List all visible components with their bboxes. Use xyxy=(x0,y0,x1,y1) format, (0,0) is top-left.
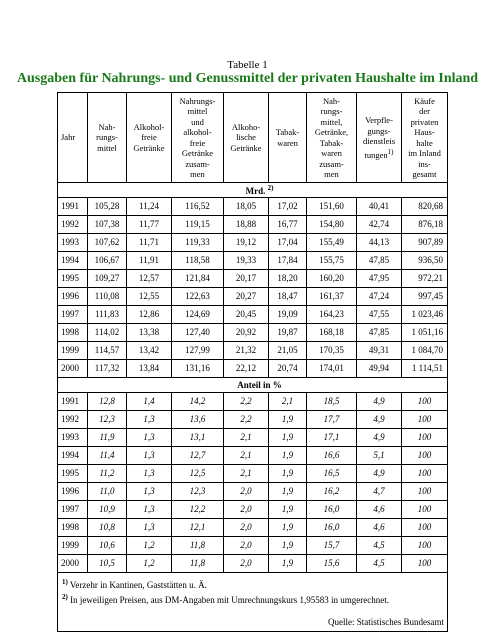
value-cell: 155,75 xyxy=(307,252,357,270)
value-cell: 155,49 xyxy=(307,234,357,252)
table-row xyxy=(58,501,448,519)
year-cell: 1998 xyxy=(58,324,88,342)
value-cell: 12,3 xyxy=(88,411,127,429)
value-cell: 16,0 xyxy=(307,519,357,537)
footnote-row xyxy=(58,573,448,632)
value-cell: 11,2 xyxy=(88,465,127,483)
value-cell: 2,0 xyxy=(224,555,269,573)
table-row xyxy=(58,216,448,234)
value-cell: 997,45 xyxy=(402,288,448,306)
value-cell: 168,18 xyxy=(307,324,357,342)
value-cell: 111,83 xyxy=(88,306,127,324)
value-cell: 907,89 xyxy=(402,234,448,252)
value-cell: 164,23 xyxy=(307,306,357,324)
value-cell: 876,18 xyxy=(402,216,448,234)
footnote-ref-1: 1) xyxy=(387,147,394,156)
value-cell: 15,6 xyxy=(307,555,357,573)
value-cell: 13,1 xyxy=(172,429,224,447)
value-cell: 13,6 xyxy=(172,411,224,429)
value-cell: 4,5 xyxy=(357,537,402,555)
value-cell: 4,9 xyxy=(357,465,402,483)
year-cell: 1991 xyxy=(58,393,88,411)
value-cell: 972,21 xyxy=(402,270,448,288)
value-cell: 1,9 xyxy=(269,501,307,519)
value-cell: 124,69 xyxy=(172,306,224,324)
value-cell: 49,94 xyxy=(357,360,402,378)
value-cell: 2,2 xyxy=(224,393,269,411)
value-cell: 4,9 xyxy=(357,411,402,429)
value-cell: 161,37 xyxy=(307,288,357,306)
value-cell: 119,33 xyxy=(172,234,224,252)
value-cell: 16,77 xyxy=(269,216,307,234)
value-cell: 49,31 xyxy=(357,342,402,360)
table-row xyxy=(58,198,448,216)
value-cell: 820,68 xyxy=(402,198,448,216)
value-cell: 4,6 xyxy=(357,501,402,519)
col-header-tabakwaren: Tabak- waren xyxy=(269,93,307,183)
value-cell: 1,3 xyxy=(127,483,172,501)
value-cell: 17,04 xyxy=(269,234,307,252)
value-cell: 1,2 xyxy=(127,537,172,555)
year-cell: 1992 xyxy=(58,411,88,429)
value-cell: 19,09 xyxy=(269,306,307,324)
value-cell: 12,55 xyxy=(127,288,172,306)
value-cell: 1,9 xyxy=(269,465,307,483)
value-cell: 1,3 xyxy=(127,501,172,519)
value-cell: 11,0 xyxy=(88,483,127,501)
col-header-kaeufe-insgesamt: Käufe der privaten Haus- halte im Inland ins- gesamt xyxy=(402,93,448,183)
value-cell: 121,84 xyxy=(172,270,224,288)
table-row xyxy=(58,393,448,411)
year-cell: 2000 xyxy=(58,555,88,573)
value-cell: 42,74 xyxy=(357,216,402,234)
value-cell: 2,1 xyxy=(224,447,269,465)
value-cell: 17,02 xyxy=(269,198,307,216)
value-cell: 170,35 xyxy=(307,342,357,360)
footnote-2-text: In jeweiligen Preisen, aus DM-Angaben mit Umrechnungskurs 1,95583 in umgerechnet. xyxy=(67,595,390,605)
value-cell: 2,1 xyxy=(224,465,269,483)
value-cell: 127,99 xyxy=(172,342,224,360)
expenditure-table xyxy=(57,92,448,632)
value-cell: 47,85 xyxy=(357,252,402,270)
table-row xyxy=(58,288,448,306)
table-body xyxy=(58,183,448,632)
value-cell: 18,88 xyxy=(224,216,269,234)
value-cell: 109,27 xyxy=(88,270,127,288)
footnote-ref-2: 2) xyxy=(267,184,274,192)
value-cell: 106,67 xyxy=(88,252,127,270)
year-cell: 1999 xyxy=(58,342,88,360)
value-cell: 2,0 xyxy=(224,501,269,519)
col-header-jahr: Jahr xyxy=(58,93,88,183)
value-cell: 1,9 xyxy=(269,411,307,429)
value-cell: 2,1 xyxy=(269,393,307,411)
value-cell: 1,9 xyxy=(269,429,307,447)
value-cell: 1,9 xyxy=(269,483,307,501)
year-cell: 1995 xyxy=(58,270,88,288)
value-cell: 16,6 xyxy=(307,447,357,465)
value-cell: 1,3 xyxy=(127,429,172,447)
value-cell: 1,2 xyxy=(127,555,172,573)
col-header-alkoholfreie-getraenke: Alkohol- freie Getränke xyxy=(127,93,172,183)
value-cell: 2,0 xyxy=(224,483,269,501)
value-cell: 4,9 xyxy=(357,393,402,411)
value-cell: 11,4 xyxy=(88,447,127,465)
table-row xyxy=(58,555,448,573)
col-header-alkoholische-getraenke: Alkoho- lische Getränke xyxy=(224,93,269,183)
value-cell: 110,08 xyxy=(88,288,127,306)
year-cell: 1998 xyxy=(58,519,88,537)
value-cell: 118,58 xyxy=(172,252,224,270)
table-row xyxy=(58,537,448,555)
value-cell: 12,57 xyxy=(127,270,172,288)
value-cell: 100 xyxy=(402,501,448,519)
value-cell: 47,24 xyxy=(357,288,402,306)
year-cell: 1994 xyxy=(58,252,88,270)
value-cell: 2,0 xyxy=(224,537,269,555)
value-cell: 12,8 xyxy=(88,393,127,411)
footnote-2 xyxy=(62,591,444,606)
value-cell: 12,7 xyxy=(172,447,224,465)
value-cell: 2,2 xyxy=(224,411,269,429)
value-cell: 1,9 xyxy=(269,519,307,537)
value-cell: 11,71 xyxy=(127,234,172,252)
value-cell: 131,16 xyxy=(172,360,224,378)
section-mrd-text: Mrd. xyxy=(245,186,266,196)
value-cell: 107,62 xyxy=(88,234,127,252)
value-cell: 44,13 xyxy=(357,234,402,252)
value-cell: 11,8 xyxy=(172,555,224,573)
value-cell: 107,38 xyxy=(88,216,127,234)
value-cell: 1,9 xyxy=(269,555,307,573)
value-cell: 127,40 xyxy=(172,324,224,342)
value-cell: 17,84 xyxy=(269,252,307,270)
value-cell: 1,3 xyxy=(127,519,172,537)
value-cell: 18,20 xyxy=(269,270,307,288)
table-row xyxy=(58,306,448,324)
value-cell: 2,1 xyxy=(224,429,269,447)
table-row xyxy=(58,519,448,537)
value-cell: 13,38 xyxy=(127,324,172,342)
year-cell: 1993 xyxy=(58,429,88,447)
value-cell: 160,20 xyxy=(307,270,357,288)
value-cell: 10,5 xyxy=(88,555,127,573)
value-cell: 100 xyxy=(402,465,448,483)
value-cell: 100 xyxy=(402,537,448,555)
value-cell: 1,3 xyxy=(127,447,172,465)
value-cell: 11,77 xyxy=(127,216,172,234)
value-cell: 17,1 xyxy=(307,429,357,447)
header-row xyxy=(58,93,448,183)
value-cell: 12,2 xyxy=(172,501,224,519)
footnote-1-mark: 1) xyxy=(62,578,68,586)
section-row-anteil xyxy=(58,378,448,393)
value-cell: 16,5 xyxy=(307,465,357,483)
table-row xyxy=(58,252,448,270)
value-cell: 21,32 xyxy=(224,342,269,360)
value-cell: 117,32 xyxy=(88,360,127,378)
value-cell: 154,80 xyxy=(307,216,357,234)
value-cell: 122,63 xyxy=(172,288,224,306)
year-cell: 1991 xyxy=(58,198,88,216)
value-cell: 12,86 xyxy=(127,306,172,324)
table-row xyxy=(58,465,448,483)
value-cell: 114,57 xyxy=(88,342,127,360)
value-cell: 19,87 xyxy=(269,324,307,342)
table-row xyxy=(58,234,448,252)
value-cell: 1,9 xyxy=(269,537,307,555)
value-cell: 19,33 xyxy=(224,252,269,270)
value-cell: 47,95 xyxy=(357,270,402,288)
year-cell: 1993 xyxy=(58,234,88,252)
table-row xyxy=(58,411,448,429)
value-cell: 12,1 xyxy=(172,519,224,537)
source-note: Quelle: Statistisches Bundesamt xyxy=(328,617,444,627)
table-row xyxy=(58,483,448,501)
value-cell: 100 xyxy=(402,429,448,447)
value-cell: 20,92 xyxy=(224,324,269,342)
table-label: Tabelle 1 xyxy=(227,59,268,71)
value-cell: 5,1 xyxy=(357,447,402,465)
value-cell: 18,05 xyxy=(224,198,269,216)
year-cell: 1997 xyxy=(58,501,88,519)
footnote-1 xyxy=(62,576,444,591)
value-cell: 100 xyxy=(402,393,448,411)
value-cell: 4,5 xyxy=(357,555,402,573)
col-header-zusammen: Nahrungs- mittel und alkohol- freie Getränke zusam- men xyxy=(172,93,224,183)
value-cell: 1,4 xyxy=(127,393,172,411)
value-cell: 20,45 xyxy=(224,306,269,324)
value-cell: 1 084,70 xyxy=(402,342,448,360)
value-cell: 1 114,51 xyxy=(402,360,448,378)
footnotes-cell xyxy=(58,573,448,632)
value-cell: 17,7 xyxy=(307,411,357,429)
value-cell: 11,24 xyxy=(127,198,172,216)
year-cell: 1995 xyxy=(58,465,88,483)
year-cell: 1994 xyxy=(58,447,88,465)
value-cell: 11,8 xyxy=(172,537,224,555)
col-header-nahrungsmittel: Nah- rungs- mittel xyxy=(88,93,127,183)
value-cell: 100 xyxy=(402,483,448,501)
value-cell: 13,84 xyxy=(127,360,172,378)
value-cell: 1,3 xyxy=(127,411,172,429)
footnote-2-mark: 2) xyxy=(62,593,68,601)
year-cell: 2000 xyxy=(58,360,88,378)
value-cell: 14,2 xyxy=(172,393,224,411)
page-title: Ausgaben für Nahrungs- und Genussmittel der privaten Haushalte im Inland xyxy=(16,71,479,86)
value-cell: 40,41 xyxy=(357,198,402,216)
value-cell: 11,91 xyxy=(127,252,172,270)
col-header-genussmittel-zusammen: Nah- rungs- mittel, Getränke, Tabak- waren zusam- men xyxy=(307,93,357,183)
value-cell: 1,9 xyxy=(269,447,307,465)
value-cell: 20,74 xyxy=(269,360,307,378)
value-cell: 21,05 xyxy=(269,342,307,360)
footnote-1-text: Verzehr in Kantinen, Gaststätten u. Ä. xyxy=(67,580,207,590)
value-cell: 1 023,46 xyxy=(402,306,448,324)
value-cell: 105,28 xyxy=(88,198,127,216)
value-cell: 4,7 xyxy=(357,483,402,501)
year-cell: 1996 xyxy=(58,483,88,501)
year-cell: 1997 xyxy=(58,306,88,324)
col-header-verpflegung xyxy=(357,93,402,183)
value-cell: 47,55 xyxy=(357,306,402,324)
value-cell: 100 xyxy=(402,447,448,465)
section-label-mrd xyxy=(58,183,448,198)
value-cell: 119,15 xyxy=(172,216,224,234)
value-cell: 12,3 xyxy=(172,483,224,501)
table-row xyxy=(58,324,448,342)
table-row xyxy=(58,270,448,288)
value-cell: 16,2 xyxy=(307,483,357,501)
value-cell: 4,9 xyxy=(357,429,402,447)
value-cell: 114,02 xyxy=(88,324,127,342)
value-cell: 18,47 xyxy=(269,288,307,306)
col-header-verpflegung-label: Verpfle- gungs- dienstleis tungen xyxy=(362,115,396,160)
section-row-mrd xyxy=(58,183,448,198)
value-cell: 151,60 xyxy=(307,198,357,216)
year-cell: 1996 xyxy=(58,288,88,306)
value-cell: 19,12 xyxy=(224,234,269,252)
value-cell: 10,9 xyxy=(88,501,127,519)
value-cell: 12,5 xyxy=(172,465,224,483)
value-cell: 1,3 xyxy=(127,465,172,483)
value-cell: 936,50 xyxy=(402,252,448,270)
table-row xyxy=(58,447,448,465)
table-row xyxy=(58,360,448,378)
table-row xyxy=(58,342,448,360)
value-cell: 10,8 xyxy=(88,519,127,537)
value-cell: 174,01 xyxy=(307,360,357,378)
section-label-anteil: Anteil in % xyxy=(58,378,448,393)
value-cell: 116,52 xyxy=(172,198,224,216)
year-cell: 1999 xyxy=(58,537,88,555)
value-cell: 16,0 xyxy=(307,501,357,519)
value-cell: 100 xyxy=(402,411,448,429)
value-cell: 22,12 xyxy=(224,360,269,378)
value-cell: 100 xyxy=(402,555,448,573)
value-cell: 2,0 xyxy=(224,519,269,537)
year-cell: 1992 xyxy=(58,216,88,234)
table-row xyxy=(58,429,448,447)
value-cell: 20,27 xyxy=(224,288,269,306)
value-cell: 15,7 xyxy=(307,537,357,555)
value-cell: 4,6 xyxy=(357,519,402,537)
value-cell: 20,17 xyxy=(224,270,269,288)
value-cell: 11,9 xyxy=(88,429,127,447)
value-cell: 100 xyxy=(402,519,448,537)
value-cell: 1 051,16 xyxy=(402,324,448,342)
value-cell: 47,85 xyxy=(357,324,402,342)
value-cell: 13,42 xyxy=(127,342,172,360)
value-cell: 18,5 xyxy=(307,393,357,411)
value-cell: 10,6 xyxy=(88,537,127,555)
